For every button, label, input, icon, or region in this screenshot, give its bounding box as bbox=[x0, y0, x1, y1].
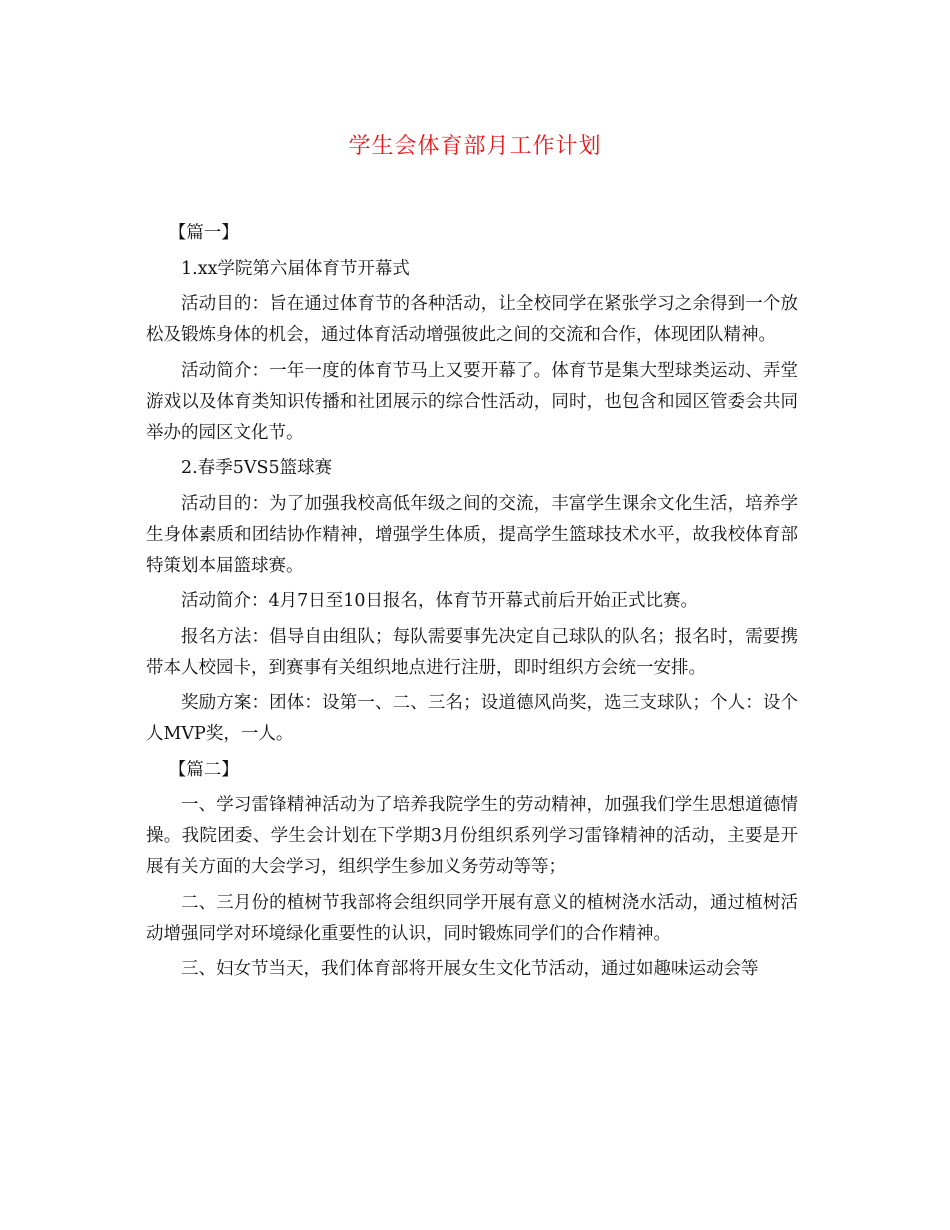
paragraph: 活动简介：一年一度的体育节马上又要开幕了。体育节是集大型球类运动、弄堂游戏以及体育类知识传播和社团展示的综合性活动，同时，也包含和园区管委会共同举办的园区文化节。 bbox=[146, 360, 798, 443]
paragraph: 2.春季5VS5篮球赛 bbox=[181, 458, 333, 478]
paragraph: 活动目的：为了加强我校高低年级之间的交流，丰富学生课余文化生活，培养学生身体素质和团结协作精神，增强学生体质，提高学生篮球技术水平，故我校体育部特策划本届篮球赛。 bbox=[146, 493, 798, 576]
paragraph: 一、学习雷锋精神活动为了培养我院学生的劳动精神，加强我们学生思想道德情操。我院团委、学生会计划在下学期3月份组织系列学习雷锋精神的活动，主要是开展有关方面的大会学习，组织学生参加义务劳动等等； bbox=[146, 795, 798, 877]
paragraph: 1.xx学院第六届体育节开幕式 bbox=[181, 258, 410, 279]
document-title: 学生会体育部月工作计划 bbox=[348, 134, 602, 159]
section-heading: 【篇一】 bbox=[168, 223, 239, 243]
paragraph: 三、妇女节当天，我们体育部将开展女生文化节活动，通过如趣味运动会等 bbox=[181, 959, 759, 979]
paragraph: 奖励方案：团体：设第一、二、三名；设道德风尚奖，选三支球队；个人：设个人MVP奖，一人。 bbox=[146, 693, 798, 744]
document-body bbox=[146, 218, 798, 990]
paragraph: 活动简介：4月7日至10日报名，体育节开幕式前后开始正式比赛。 bbox=[181, 591, 699, 611]
paragraph: 活动目的：旨在通过体育节的各种活动，让全校同学在紧张学习之余得到一个放松及锻炼身体的机会，通过体育活动增强彼此之间的交流和合作，体现团队精神。 bbox=[146, 294, 798, 345]
paragraph: 报名方法：倡导自由组队；每队需要事先决定自己球队的队名；报名时，需要携带本人校园卡，到赛事有关组织地点进行注册，即时组织方会统一安排。 bbox=[146, 626, 798, 678]
paragraph: 二、三月份的植树节我部将会组织同学开展有意义的植树浇水活动，通过植树活动增强同学对环境绿化重要性的认识，同时锻炼同学们的合作精神。 bbox=[146, 892, 798, 944]
section-heading: 【篇二】 bbox=[168, 759, 239, 780]
